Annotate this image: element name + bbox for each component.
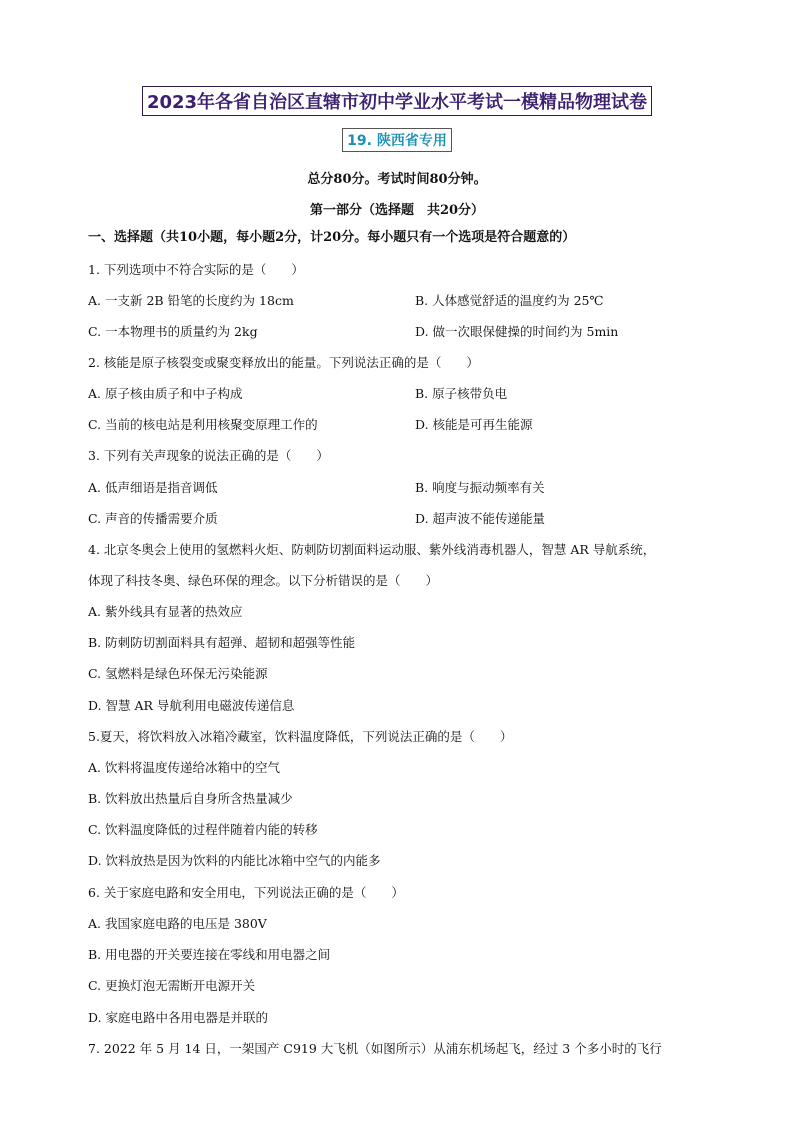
question-stem: 2. 核能是原子核裂变或聚变释放出的能量。下列说法正确的是（ ） bbox=[88, 355, 479, 370]
option-b: B. 饮料放出热量后自身所含热量减少 bbox=[88, 791, 293, 806]
option-d: D. 做一次眼保健操的时间约为 5min bbox=[415, 324, 619, 339]
option-b: B. 原子核带负电 bbox=[415, 386, 508, 401]
option-d: D. 智慧 AR 导航利用电磁波传递信息 bbox=[88, 698, 295, 713]
exam-title-text: 2023年各省自治区直辖市初中学业水平考试一模精品物理试卷 bbox=[142, 86, 652, 116]
question-stem-line-2: 体现了科技冬奥、绿色环保的理念。以下分析错误的是（ ） bbox=[88, 573, 439, 588]
option-b: B. 用电器的开关要连接在零线和用电器之间 bbox=[88, 947, 331, 962]
part-heading: 第一部分（选择题 共20分） bbox=[309, 203, 485, 218]
option-c: C. 氢燃料是绿色环保无污染能源 bbox=[88, 666, 268, 681]
option-c: C. 当前的核电站是利用核聚变原理工作的 bbox=[88, 417, 318, 432]
option-a: A. 饮料将温度传递给冰箱中的空气 bbox=[88, 760, 280, 775]
option-a: A. 低声细语是指音调低 bbox=[88, 480, 218, 495]
question-stem: 6. 关于家庭电路和安全用电，下列说法正确的是（ ） bbox=[88, 885, 404, 900]
option-c: C. 饮料温度降低的过程伴随着内能的转移 bbox=[88, 822, 318, 837]
question-stem: 3. 下列有关声现象的说法正确的是（ ） bbox=[88, 448, 329, 463]
option-b: B. 防刺防切割面料具有超弹、超韧和超强等性能 bbox=[88, 635, 356, 650]
option-a: A. 原子核由质子和中子构成 bbox=[88, 386, 243, 401]
option-d: D. 核能是可再生能源 bbox=[415, 417, 533, 432]
question-stem-line-1: 4. 北京冬奥会上使用的氢燃料火炬、防刺防切割面料运动服、紫外线消毒机器人，智慧 AR 导航系统， bbox=[88, 542, 656, 557]
question-stem: 5.夏天，将饮料放入冰箱冷藏室，饮料温度降低，下列说法正确的是（ ） bbox=[88, 729, 513, 744]
option-a: A. 紫外线具有显著的热效应 bbox=[88, 604, 243, 619]
option-a: A. 一支新 2B 铅笔的长度约为 18cm bbox=[88, 293, 294, 308]
section-heading: 一、选择题（共10小题，每小题2分，计20分。每小题只有一个选项是符合题意的） bbox=[88, 230, 576, 245]
option-c: C. 一本物理书的质量约为 2kg bbox=[88, 324, 258, 339]
exam-subtitle-text: 19. 陕西省专用 bbox=[342, 128, 452, 152]
option-d: D. 饮料放热是因为饮料的内能比冰箱中空气的内能多 bbox=[88, 853, 381, 868]
option-c: C. 声音的传播需要介质 bbox=[88, 511, 218, 526]
option-b: B. 响度与振动频率有关 bbox=[415, 480, 545, 495]
exam-title bbox=[0, 86, 794, 116]
exam-subtitle bbox=[0, 128, 794, 152]
option-a: A. 我国家庭电路的电压是 380V bbox=[88, 916, 267, 931]
score-info: 总分80分。考试时间80分钟。 bbox=[307, 172, 487, 187]
option-d: D. 家庭电路中各用电器是并联的 bbox=[88, 1010, 269, 1025]
question-stem: 7. 2022 年 5 月 14 日，一架国产 C919 大飞机（如图所示）从浦东机场起飞，经过 3 个多小时的飞行 bbox=[88, 1041, 662, 1056]
option-c: C. 更换灯泡无需断开电源开关 bbox=[88, 978, 256, 993]
option-d: D. 超声波不能传递能量 bbox=[415, 511, 546, 526]
option-b: B. 人体感觉舒适的温度约为 25℃ bbox=[415, 293, 604, 308]
question-stem: 1. 下列选项中不符合实际的是（ ） bbox=[88, 262, 304, 277]
